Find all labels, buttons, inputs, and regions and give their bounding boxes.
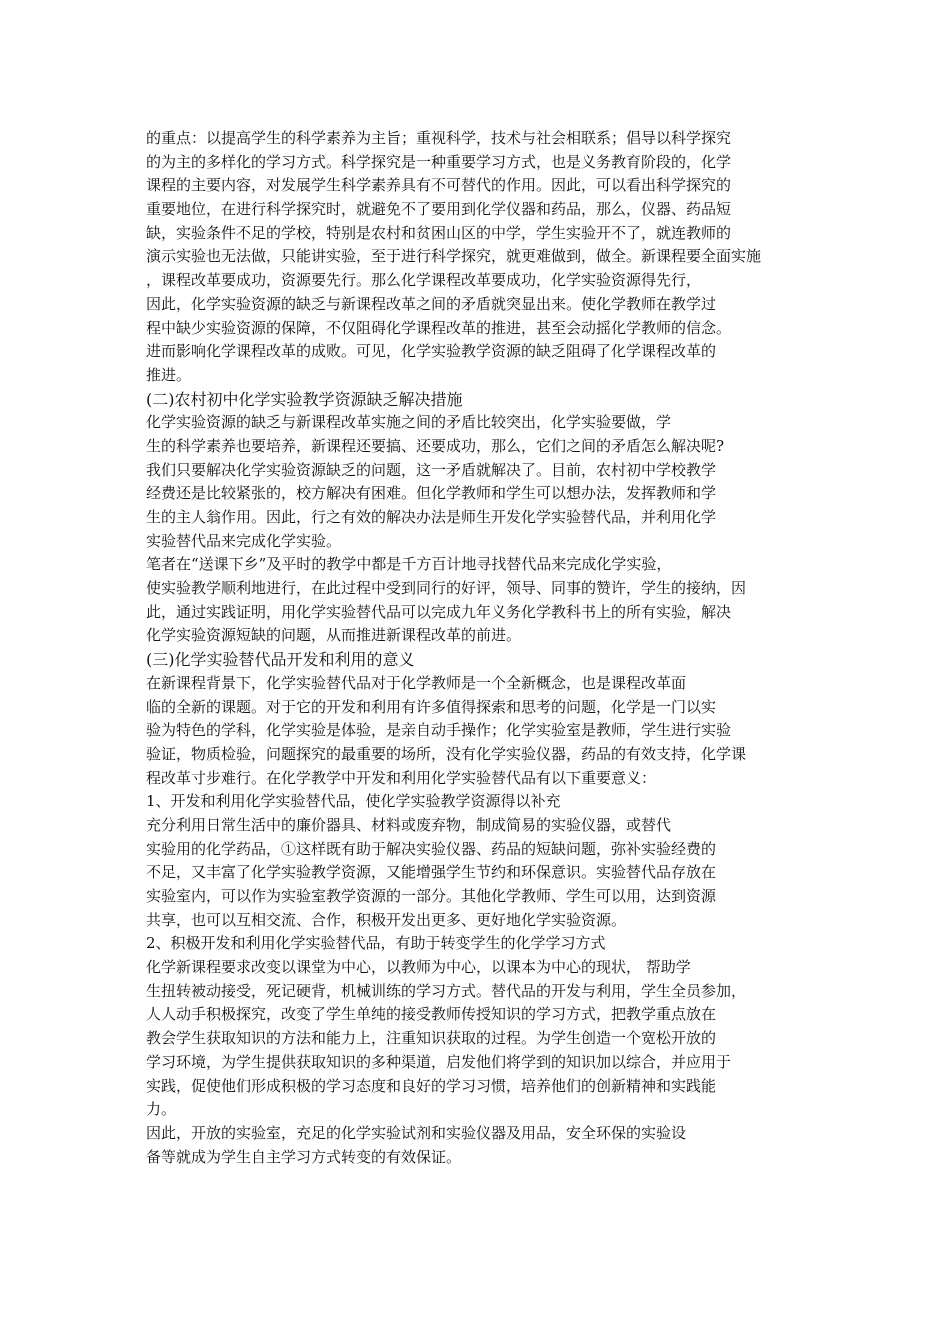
paragraph-line: 我们只要解决化学实验资源缺乏的问题，这一矛盾就解决了。目前，农村初中学校教学 (146, 460, 717, 479)
paragraph-line: 因此，开放的实验室，充足的化学实验试剂和实验仪器及用品，安全环保的实验设 (146, 1123, 687, 1142)
paragraph-line: 共享，也可以互相交流、合作，积极开发出更多、更好地化学实验资源。 (146, 910, 627, 929)
paragraph-line: ，课程改革要成功，资源要先行。那么化学课程改革要成功，化学实验资源得先行， (146, 271, 702, 290)
section-heading: (二)农村初中化学实验教学资源缺乏解决措施 (146, 389, 463, 409)
paragraph-line: 临的全新的课题。对于它的开发和利用有许多值得探索和思考的问题，化学是一门以实 (146, 697, 717, 716)
paragraph-line: 缺，实验条件不足的学校，特别是农村和贫困山区的中学，学生实验开不了，就连教师的 (146, 223, 732, 242)
paragraph-line: 程改革寸步难行。在化学教学中开发和利用化学实验替代品有以下重要意义： (146, 768, 657, 787)
paragraph-line: 教会学生获取知识的方法和能力上，注重知识获取的过程。为学生创造一个宽松开放的 (146, 1029, 717, 1048)
paragraph-line: 进而影响化学课程改革的成败。可见，化学实验教学资源的缺乏阻碍了化学课程改革的 (146, 342, 717, 361)
paragraph-line: 重要地位，在进行科学探究时，就避免不了要用到化学仪器和药品，那么，仪器、药品短 (146, 200, 732, 219)
paragraph-line: 生扭转被动接受，死记硬背，机械训练的学习方式。替代品的开发与利用，学生全员参加， (146, 981, 747, 1000)
paragraph-line: 力。 (146, 1100, 177, 1119)
paragraph-line: 化学实验资源短缺的问题，从而推进新课程改革的前进。 (146, 626, 522, 645)
paragraph-line: 验证，物质检验，问题探究的最重要的场所，没有化学实验仪器，药品的有效支持，化学课 (146, 744, 747, 763)
paragraph-line: 学习环境，为学生提供获取知识的多种渠道，启发他们将学到的知识加以综合，并应用于 (146, 1052, 732, 1071)
paragraph-line: 程中缺少实验资源的保障，不仅阻碍化学课程改革的推进，甚至会动摇化学教师的信念。 (146, 318, 732, 337)
paragraph-line: 课程的主要内容，对发展学生科学素养具有不可替代的作用。因此，可以看出科学探究的 (146, 176, 732, 195)
paragraph-line: 化学实验资源的缺乏与新课程改革实施之间的矛盾比较突出，化学实验要做，学 (146, 413, 672, 432)
paragraph-line: 实验用的化学药品，①这样既有助于解决实验仪器、药品的短缺问题，弥补实验经费的 (146, 839, 717, 858)
paragraph-line: 生的科学素养也要培养，新课程还要搞、还要成功，那么，它们之间的矛盾怎么解决呢? (146, 436, 725, 455)
document-body (146, 127, 796, 1169)
paragraph-line: 在新课程背景下，化学实验替代品对于化学教师是一个全新概念，也是课程改革面 (146, 673, 687, 692)
paragraph-line: 实验替代品来完成化学实验。 (146, 531, 342, 550)
paragraph-line: 此，通过实践证明，用化学实验替代品可以完成九年义务化学教科书上的所有实验，解决 (146, 602, 732, 621)
subsection-heading: 2、积极开发和利用化学实验替代品，有助于转变学生的化学学习方式 (146, 934, 606, 953)
paragraph-line: 使实验教学顺利地进行，在此过程中受到同行的好评，领导、同事的赞许，学生的接纳，因 (146, 579, 747, 598)
subsection-heading: 1、开发和利用化学实验替代品，使化学实验教学资源得以补充 (146, 792, 561, 811)
paragraph-line: 因此，化学实验资源的缺乏与新课程改革之间的矛盾就突显出来。使化学教师在教学过 (146, 294, 717, 313)
paragraph-line: 备等就成为学生自主学习方式转变的有效保证。 (146, 1147, 462, 1166)
paragraph-line: 的为主的多样化的学习方式。科学探究是一种重要学习方式，也是义务教育阶段的，化学 (146, 152, 732, 171)
paragraph-line: 不足，又丰富了化学实验教学资源，又能增强学生节约和环保意识。实验替代品存放在 (146, 863, 717, 882)
paragraph-line: 生的主人翁作用。因此，行之有效的解决办法是师生开发化学实验替代品，并利用化学 (146, 508, 717, 526)
paragraph-line: 人人动手积极探究，改变了学生单纯的接受教师传授知识的学习方式，把教学重点放在 (146, 1005, 717, 1024)
section-heading: (三)化学实验替代品开发和利用的意义 (146, 650, 415, 670)
paragraph-line: 实践，促使他们形成积极的学习态度和良好的学习习惯，培养他们的创新精神和实践能 (146, 1076, 717, 1095)
paragraph-line: 笔者在“送课下乡”及平时的教学中都是千方百计地寻找替代品来完成化学实验， (146, 555, 672, 574)
paragraph-line: 推进。 (146, 365, 192, 384)
paragraph-line: 验为特色的学科，化学实验是体验，是亲自动手操作；化学实验室是教师，学生进行实验 (146, 721, 732, 740)
paragraph-line: 充分利用日常生活中的廉价器具、材料或废弃物，制成简易的实验仪器，或替代 (146, 815, 672, 834)
paragraph-line: 的重点：以提高学生的科学素养为主旨；重视科学，技术与社会相联系；倡导以科学探究 (146, 129, 732, 147)
paragraph-line: 经费还是比较紧张的，校方解决有困难。但化学教师和学生可以想办法，发挥教师和学 (146, 484, 717, 503)
paragraph-line: 化学新课程要求改变以课堂为中心，以教师为中心，以课本为中心的现状， 帮助学 (146, 958, 691, 977)
paragraph-line: 实验室内，可以作为实验室教学资源的一部分。其他化学教师、学生可以用，达到资源 (146, 887, 717, 905)
paragraph-line: 演示实验也无法做，只能讲实验，至于进行科学探究，就更难做到，做全。新课程要全面实施 (146, 247, 762, 266)
